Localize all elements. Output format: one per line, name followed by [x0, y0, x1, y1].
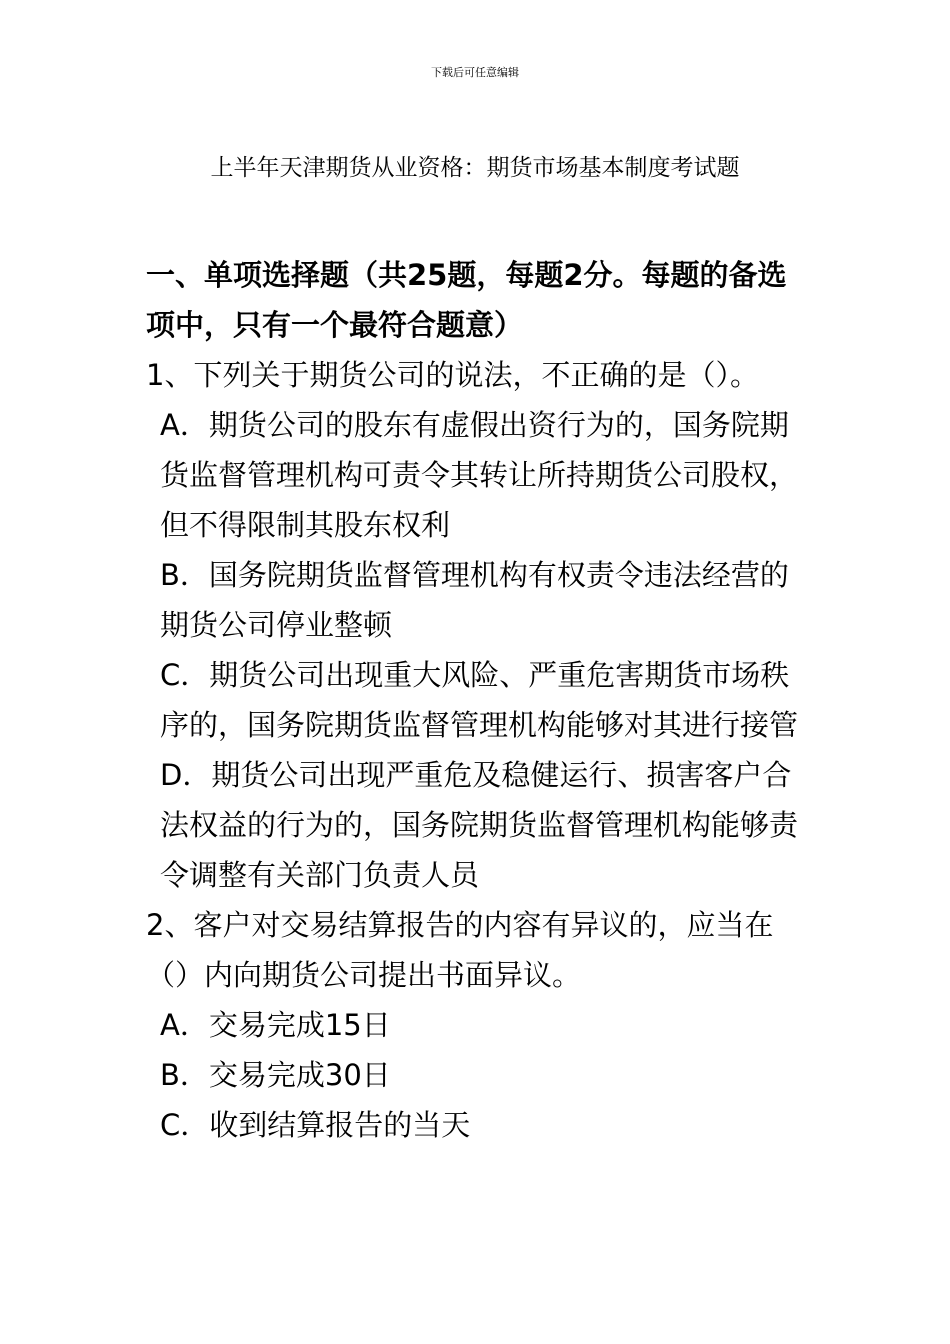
- question-2-option-b: B．交易完成30日: [160, 1058, 391, 1092]
- question-1-option-a: A．期货公司的股东有虚假出资行为的，国务院期货监督管理机构可责令其转让所持期货公司股权，但不得限制其股东权利: [160, 408, 799, 542]
- question-2-stem: 2、客户对交易结算报告的内容有异议的，应当在（）内向期货公司提出书面异议。: [146, 908, 774, 992]
- question-1-stem: 1、下列关于期货公司的说法，不正确的是（）。: [146, 358, 759, 392]
- question-1-option-c: C．期货公司出现重大风险、严重危害期货市场秩序的，国务院期货监督管理机构能够对其进行接管: [160, 658, 799, 742]
- document-body: [146, 250, 814, 1150]
- question-2-option-c: C．收到结算报告的当天: [160, 1108, 471, 1142]
- section-heading: 一、单项选择题（共25题，每题2分。每题的备选项中，只有一个最符合题意）: [146, 258, 787, 342]
- document-title: 上半年天津期货从业资格：期货市场基本制度考试题: [210, 155, 740, 181]
- question-2-option-a: A．交易完成15日: [160, 1008, 391, 1042]
- question-1-option-d: D．期货公司出现严重危及稳健运行、损害客户合法权益的行为的，国务院期货监督管理机构能够责令调整有关部门负责人员: [160, 758, 799, 892]
- question-1-option-b: B．国务院期货监督管理机构有权责令违法经营的期货公司停业整顿: [160, 558, 789, 642]
- header-note: 下载后可任意编辑: [431, 66, 519, 79]
